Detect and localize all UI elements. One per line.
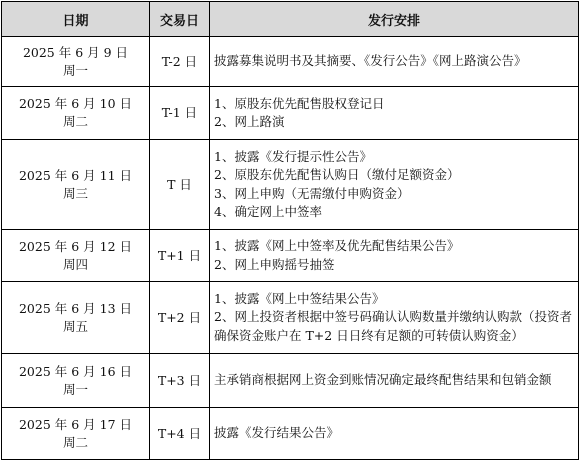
table-row <box>2 282 579 354</box>
plan-item: 主承销商根据网上资金到账情况确定最终配售结果和包销金额 <box>214 372 552 388</box>
plan-cell <box>210 140 579 230</box>
header-trading-day: 交易日 <box>150 2 210 37</box>
plan-item: 1、披露《网上中签率及优先配售结果公告》 <box>214 238 460 253</box>
date-cell <box>2 282 150 354</box>
table-row <box>2 408 579 460</box>
weekday-text: 周二 <box>62 114 88 129</box>
trading-day-cell: T+2 日 <box>150 282 210 354</box>
date-cell <box>2 408 150 460</box>
weekday-text: 周四 <box>62 256 88 272</box>
table-row <box>2 230 579 282</box>
table-row <box>2 354 579 408</box>
trading-day-cell: T+4 日 <box>150 408 210 460</box>
plan-item: 1、披露《网上中签结果公告》 <box>214 290 385 306</box>
trading-day-cell: T-1 日 <box>150 87 210 140</box>
table-row <box>2 87 579 140</box>
plan-item: 2、原股东优先配售认购日（缴付足额资金） <box>214 167 460 182</box>
date-text: 2025 年 6 月 13 日 <box>18 300 133 316</box>
date-text: 2025 年 6 月 11 日 <box>18 167 133 183</box>
header-date: 日期 <box>2 2 150 37</box>
date-cell <box>2 140 150 230</box>
weekday-text: 周三 <box>62 185 88 201</box>
plan-cell <box>210 354 579 408</box>
date-cell <box>2 37 150 87</box>
date-text: 2025 年 6 月 10 日 <box>18 96 133 111</box>
plan-item: 2、网上路演 <box>214 114 285 129</box>
plan-item: 披露《发行结果公告》 <box>214 425 340 441</box>
table-row <box>2 140 579 230</box>
weekday-text: 周一 <box>62 381 88 397</box>
plan-cell <box>210 37 579 87</box>
date-text: 2025 年 6 月 16 日 <box>18 363 133 379</box>
plan-item: 2、网上申购摇号抽签 <box>214 256 335 272</box>
plan-item: 4、确定网上中签率 <box>214 204 322 219</box>
plan-item: 1、披露《发行提示性公告》 <box>214 148 372 164</box>
trading-day-cell: T+1 日 <box>150 230 210 282</box>
date-cell <box>2 87 150 140</box>
trading-day-cell: T-2 日 <box>150 37 210 87</box>
plan-cell <box>210 408 579 460</box>
plan-item: 2、网上投资者根据中签号码确认认购数量并缴纳认购款（投资者确保资金账户在 T+2 日日终有足额的可转债认购资金） <box>214 309 572 343</box>
plan-item: 披露募集说明书及其摘要、《发行公告》《网上路演公告》 <box>214 53 527 69</box>
plan-item: 1、原股东优先配售股权登记日 <box>214 95 385 111</box>
weekday-text: 周二 <box>62 434 88 450</box>
weekday-text: 周一 <box>62 62 88 78</box>
plan-cell <box>210 87 579 140</box>
plan-cell <box>210 282 579 354</box>
plan-cell <box>210 230 579 282</box>
issuance-schedule-table <box>1 1 579 460</box>
date-text: 2025 年 6 月 9 日 <box>22 44 129 60</box>
trading-day-cell: T+3 日 <box>150 354 210 408</box>
date-text: 2025 年 6 月 17 日 <box>18 416 133 432</box>
plan-item: 3、网上申购（无需缴付申购资金） <box>214 185 410 201</box>
weekday-text: 周五 <box>62 318 88 334</box>
schedule-table-wrapper <box>1 1 579 460</box>
table-row <box>2 37 579 87</box>
header-row <box>2 2 579 37</box>
date-text: 2025 年 6 月 12 日 <box>18 238 133 254</box>
header-plan: 发行安排 <box>210 2 579 37</box>
trading-day-cell: T 日 <box>150 140 210 230</box>
date-cell <box>2 230 150 282</box>
date-cell <box>2 354 150 408</box>
